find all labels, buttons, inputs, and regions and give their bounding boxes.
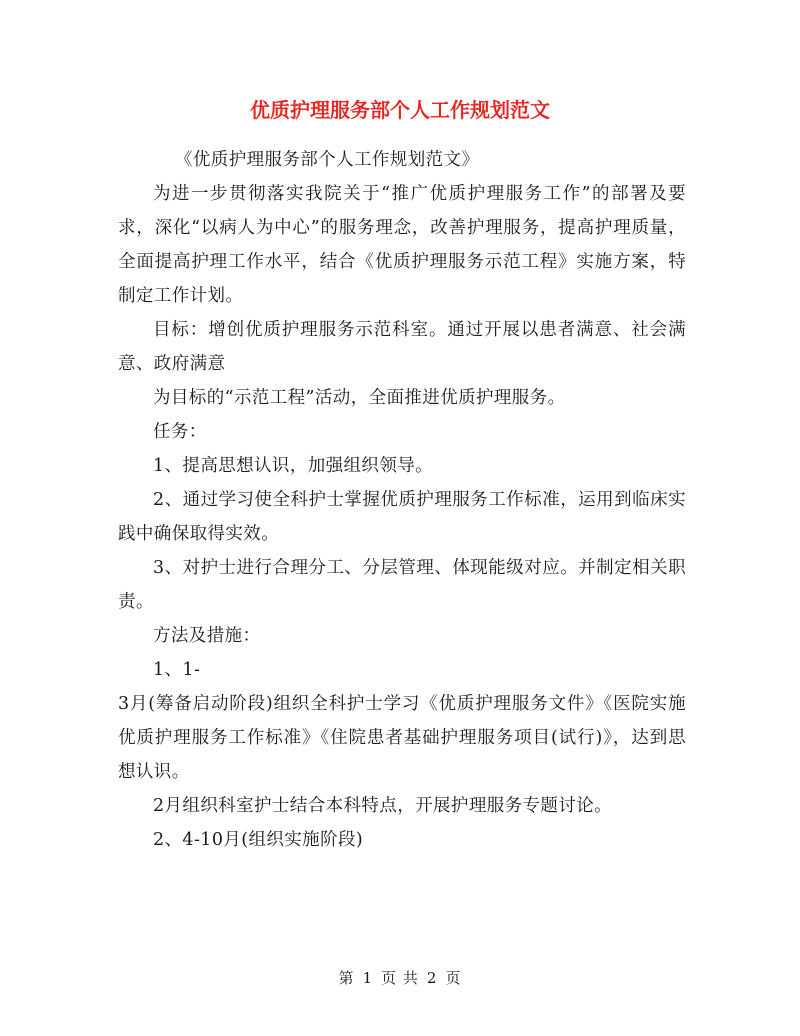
- method-item-2: 2、4-10月(组织实施阶段): [153, 830, 364, 850]
- page-footer: [0, 968, 800, 988]
- footer-suffix: 页: [445, 969, 462, 987]
- paragraph-intro: 为进一步贯彻落实我院关于“推广优质护理服务工作”的部署及要求，深化“以病人为中心”的服务理念，改善护理服务，提高护理质量，全面提高护理工作水平，结合《优质护理服务示范工程》实施方案，特制定工作计划。: [118, 184, 686, 306]
- paragraph-goal-continued: 为目标的“示范工程”活动，全面推进优质护理服务。: [153, 388, 566, 408]
- heading-methods: 方法及措施：: [153, 626, 261, 646]
- footer-mid: 页 共: [381, 969, 419, 987]
- document-title: 优质护理服务部个人工作规划范文: [250, 98, 550, 122]
- current-page-number: 1: [362, 969, 374, 987]
- method-item-1-detail: 3月(筹备启动阶段)组织全科护士学习《优质护理服务文件》《医院实施优质护理服务工作标准》《住院患者基础护理服务项目(试行)》，达到思想认识。: [118, 694, 686, 782]
- task-item-2: 2、通过学习使全科护士掌握优质护理服务工作标准，运用到临床实践中确保取得实效。: [118, 490, 686, 544]
- task-item-3: 3、对护士进行合理分工、分层管理、体现能级对应。并制定相关职责。: [118, 558, 686, 612]
- document-subtitle: 《优质护理服务部个人工作规划范文》: [175, 150, 480, 170]
- method-item-1: 1、1-: [153, 660, 201, 680]
- task-item-1: 1、提高思想认识，加强组织领导。: [153, 456, 434, 476]
- document-body: [118, 143, 686, 857]
- footer-prefix: 第: [338, 969, 355, 987]
- heading-tasks: 任务：: [153, 422, 207, 442]
- total-page-number: 2: [426, 969, 438, 987]
- paragraph-goal: 目标：增创优质护理服务示范科室。通过开展以患者满意、社会满意、政府满意: [118, 320, 686, 374]
- method-item-1-extra: 2月组织科室护士结合本科特点，开展护理服务专题讨论。: [153, 796, 613, 816]
